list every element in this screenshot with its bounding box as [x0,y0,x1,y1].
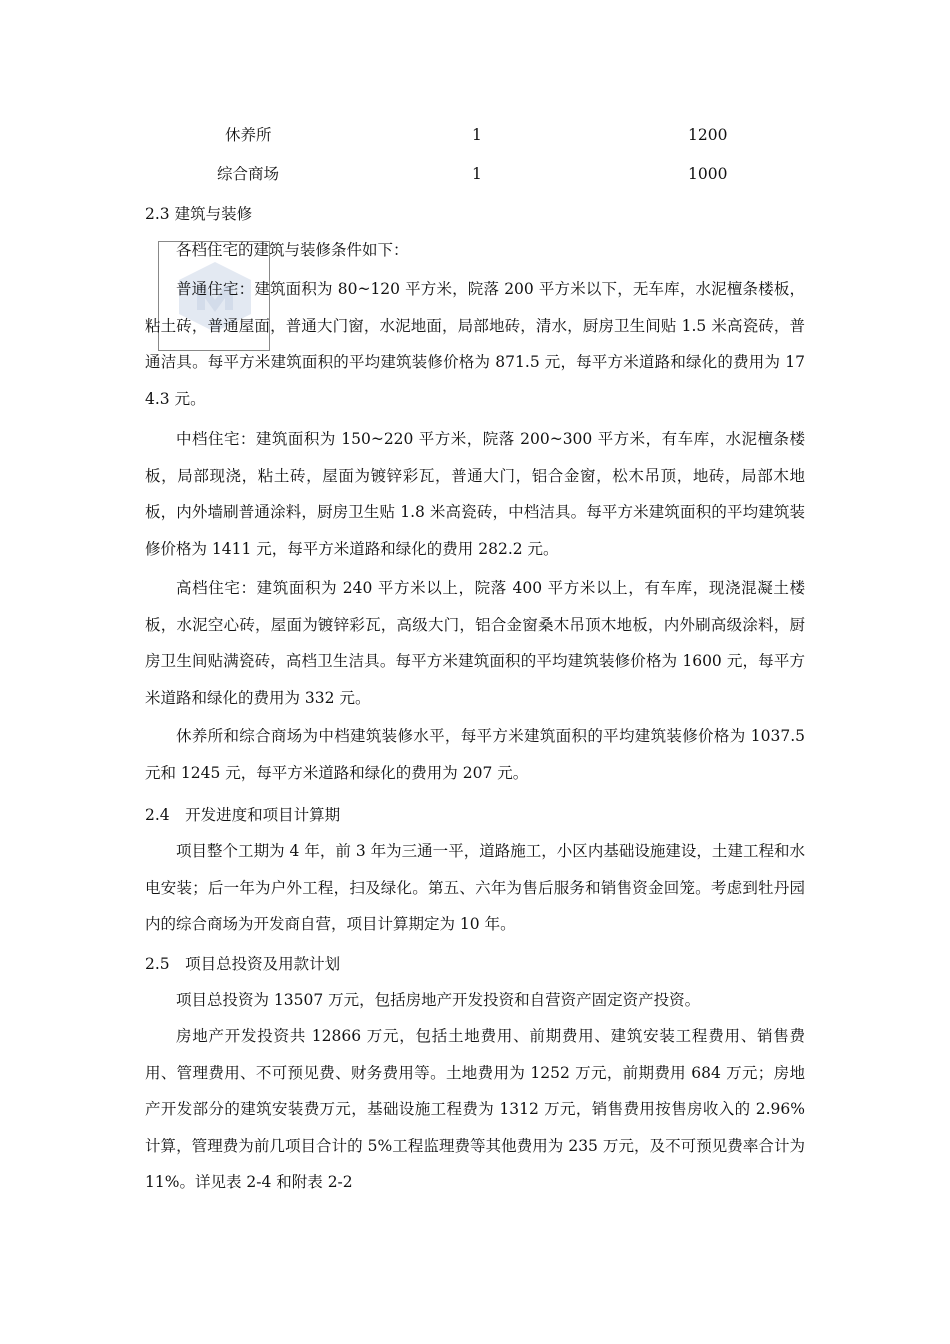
table-row [145,159,805,189]
table-cell-count: 1 [472,165,482,183]
paragraph: 高档住宅：建筑面积为 240 平方米以上，院落 400 平方米以上，有车库，现浇混凝土楼板，水泥空心砖，屋面为镀锌彩瓦，高级大门，铝合金窗桑木吊顶木地板，内外刷高级涂料，厨房卫生间贴满瓷砖，高档卫生洁具。每平方米建筑面积的平均建筑装修价格为 1600 元，每平方米道路和绿化的费用为 332 元。 [145,579,805,707]
paragraph: 项目整个工期为 4 年，前 3 年为三通一平，道路施工，小区内基础设施建设，土建工程和水电安装；后一年为户外工程，扫及绿化。第五、六年为售后服务和销售资金回笼。考虑到牡丹园内的综合商场为开发商自营，项目计算期定为 10 年。 [145,842,805,933]
table-cell-name: 休养所 [225,126,272,144]
section-heading-2-5: 2.5 项目总投资及用款计划 [145,955,341,973]
paragraph: 中档住宅：建筑面积为 150~220 平方米，院落 200~300 平方米，有车库，水泥檀条楼板，局部现浇，粘土砖，屋面为镀锌彩瓦，普通大门，铝合金窗，松木吊顶，地砖，局部木地板，内外墙刷普通涂料，厨房卫生贴 1.8 米高瓷砖，中档洁具。每平方米建筑面积的平均建筑装修价格为 1411 元，每平方米道路和绿化的费用 282.2 元。 [145,430,805,558]
paragraph: 项目总投资为 13507 万元，包括房地产开发投资和自营资产固定资产投资。 [176,991,701,1009]
table-cell-area: 1200 [688,126,728,144]
paragraph: 房地产开发投资共 12866 万元，包括土地费用、前期费用、建筑安装工程费用、销售费用、管理费用、不可预见费、财务费用等。土地费用为 1252 万元，前期费用 684 万元；房地产开发部分的建筑安装费万元，基础设施工程费为 1312 万元，销售费用按售房收入的 2.96%计算，管理费为前几项目合计的 5%工程监理费等其他费用为 235 万元，及不可预见费率合计为 11%。详见表 2-4 和附表 2-2 [145,1027,805,1191]
section-heading-2-4: 2.4 开发进度和项目计算期 [145,806,341,824]
paragraph: 普通住宅：建筑面积为 80~120 平方米，院落 200 平方米以下，无车库，水泥檀条楼板，粘土砖，普通屋面，普通大门窗，水泥地面，局部地砖，清水，厨房卫生间贴 1.5 米高瓷砖，普通洁具。每平方米建筑面积的平均建筑装修价格为 871.5 元，每平方米道路和绿化的费用为 174.3 元。 [145,280,805,408]
table-cell-count: 1 [472,126,482,144]
table-cell-name: 综合商场 [217,165,280,183]
paragraph: 休养所和综合商场为中档建筑装修水平，每平方米建筑面积的平均建筑装修价格为 1037.5 元和 1245 元，每平方米道路和绿化的费用为 207 元。 [145,727,805,782]
table-cell-area: 1000 [688,165,728,183]
section-heading-2-3: 2.3 建筑与装修 [145,205,253,223]
paragraph: 各档住宅的建筑与装修条件如下： [176,241,409,259]
table-row [145,120,805,150]
